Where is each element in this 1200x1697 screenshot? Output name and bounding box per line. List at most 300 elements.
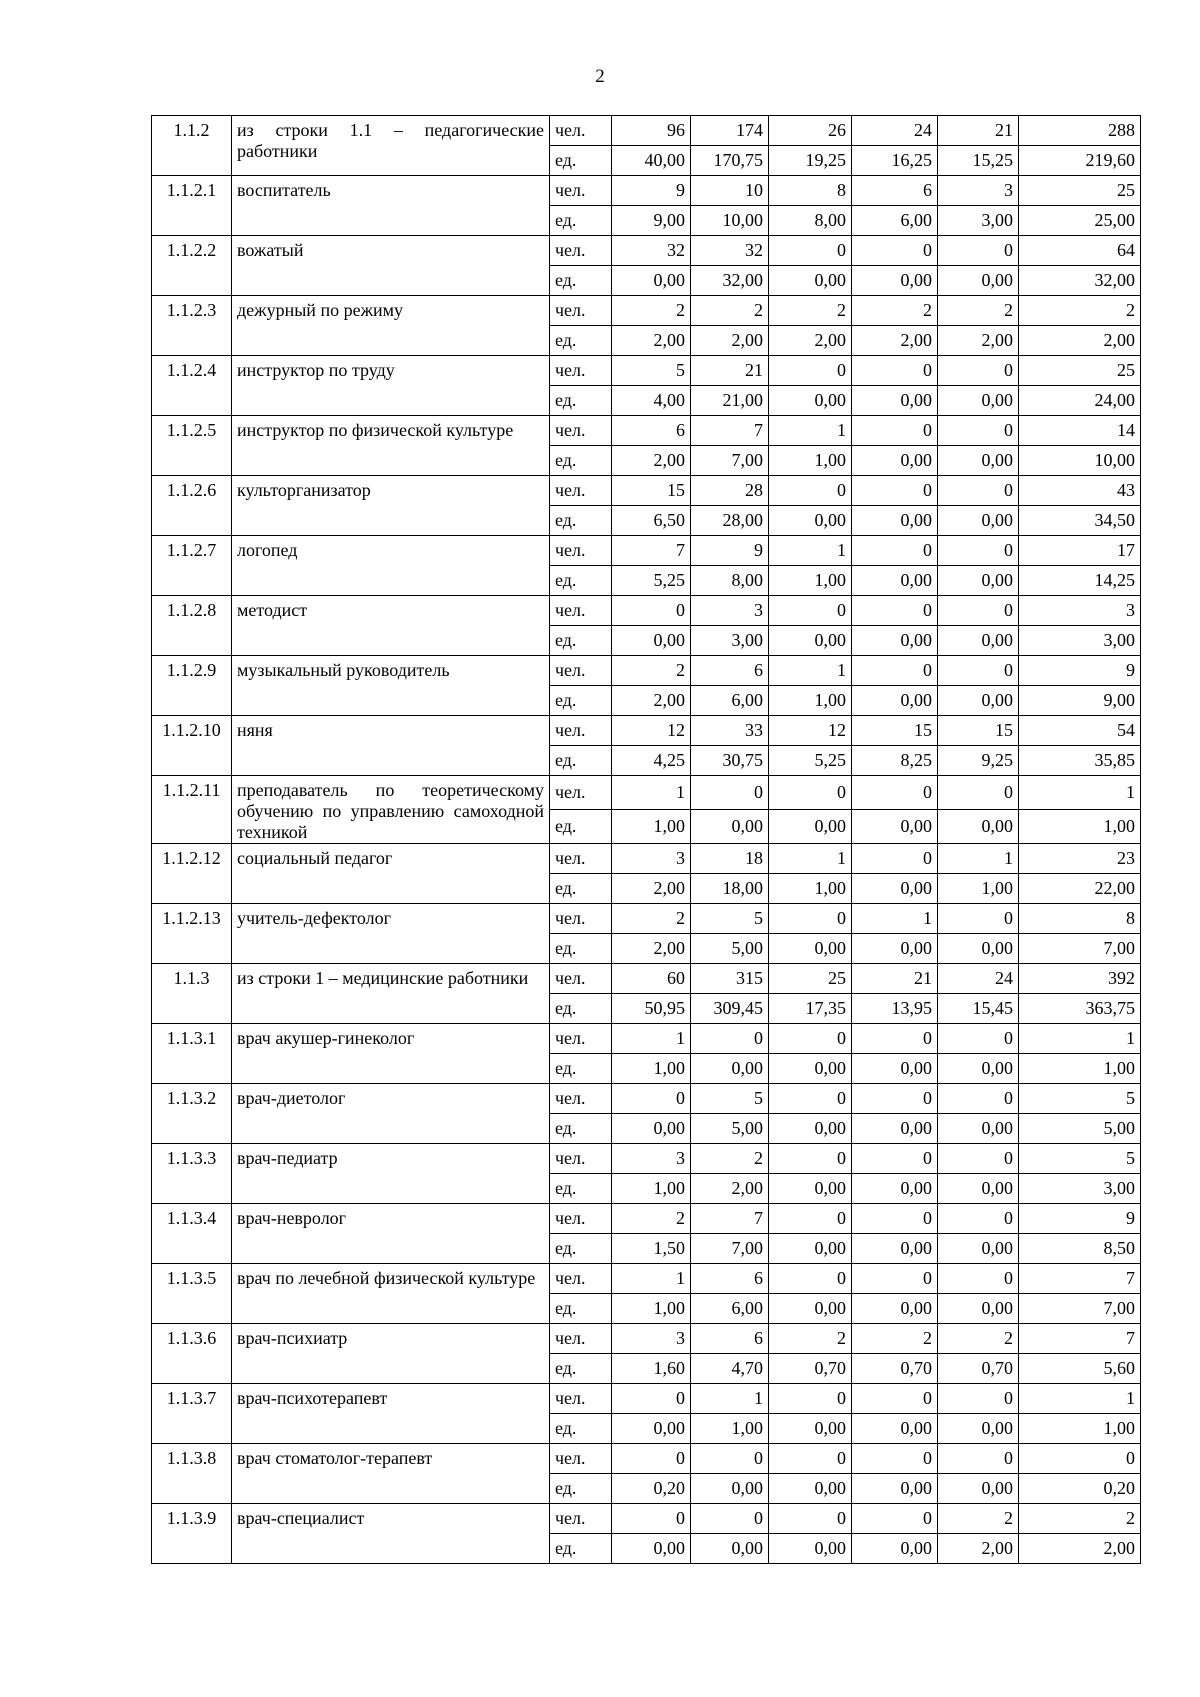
value-col-4: 0,00	[852, 1534, 938, 1564]
row-name: из строки 1.1 – педагогические работники	[232, 116, 550, 176]
unit-label-people: чел.	[550, 656, 612, 686]
value-total: 9	[1019, 1204, 1141, 1234]
unit-label-people: чел.	[550, 1024, 612, 1054]
value-col-1: 0,00	[612, 626, 691, 656]
row-name: инструктор по труду	[232, 356, 550, 416]
value-col-4: 0,00	[852, 1234, 938, 1264]
value-col-3: 0	[769, 904, 852, 934]
row-name: врач-диетолог	[232, 1084, 550, 1144]
value-col-2: 5,00	[691, 1114, 769, 1144]
unit-label-units: ед.	[550, 686, 612, 716]
unit-label-people: чел.	[550, 176, 612, 206]
table-row-people	[152, 656, 1141, 686]
row-code: 1.1.3.1	[152, 1024, 232, 1084]
value-col-3: 1	[769, 536, 852, 566]
value-col-4: 0	[852, 776, 938, 810]
row-code: 1.1.2.7	[152, 536, 232, 596]
value-col-1: 0	[612, 1444, 691, 1474]
value-col-4: 0	[852, 1024, 938, 1054]
value-col-1: 2,00	[612, 326, 691, 356]
value-col-3: 0,00	[769, 1474, 852, 1504]
value-total: 2,00	[1019, 1534, 1141, 1564]
value-col-4: 0,00	[852, 686, 938, 716]
value-col-4: 0	[852, 1384, 938, 1414]
page-number: 2	[595, 66, 605, 87]
value-col-3: 1	[769, 844, 852, 874]
value-col-5: 0	[938, 776, 1019, 810]
value-total: 10,00	[1019, 446, 1141, 476]
row-code: 1.1.3.4	[152, 1204, 232, 1264]
value-col-1: 40,00	[612, 146, 691, 176]
table-row-people	[152, 1024, 1141, 1054]
table-row-people	[152, 844, 1141, 874]
value-col-4: 0	[852, 844, 938, 874]
value-col-2: 3	[691, 596, 769, 626]
row-code: 1.1.3.5	[152, 1264, 232, 1324]
value-col-2: 21,00	[691, 386, 769, 416]
value-total: 392	[1019, 964, 1141, 994]
value-col-3: 25	[769, 964, 852, 994]
value-col-5: 0	[938, 1264, 1019, 1294]
value-col-3: 0,00	[769, 810, 852, 844]
value-col-5: 0	[938, 1384, 1019, 1414]
value-col-3: 2	[769, 1324, 852, 1354]
unit-label-units: ед.	[550, 1054, 612, 1084]
table-row-people	[152, 1504, 1141, 1534]
unit-label-units: ед.	[550, 326, 612, 356]
value-col-4: 0,00	[852, 1474, 938, 1504]
value-col-5: 2	[938, 296, 1019, 326]
value-total: 1,00	[1019, 810, 1141, 844]
unit-label-people: чел.	[550, 1504, 612, 1534]
row-code: 1.1.2.8	[152, 596, 232, 656]
value-col-2: 6	[691, 1264, 769, 1294]
value-col-4: 0	[852, 1444, 938, 1474]
value-total: 1	[1019, 1024, 1141, 1054]
value-col-4: 6,00	[852, 206, 938, 236]
value-total: 9,00	[1019, 686, 1141, 716]
value-col-4: 0,00	[852, 266, 938, 296]
value-col-4: 15	[852, 716, 938, 746]
value-col-2: 7	[691, 416, 769, 446]
value-col-1: 2	[612, 296, 691, 326]
value-col-5: 0,00	[938, 1414, 1019, 1444]
unit-label-people: чел.	[550, 1084, 612, 1114]
unit-label-units: ед.	[550, 1114, 612, 1144]
value-col-5: 0	[938, 476, 1019, 506]
value-col-1: 7	[612, 536, 691, 566]
value-total: 3,00	[1019, 626, 1141, 656]
value-col-2: 30,75	[691, 746, 769, 776]
row-name: инструктор по физической культуре	[232, 416, 550, 476]
unit-label-units: ед.	[550, 146, 612, 176]
value-col-3: 0,70	[769, 1354, 852, 1384]
value-total: 9	[1019, 656, 1141, 686]
value-total: 2,00	[1019, 326, 1141, 356]
value-total: 25	[1019, 356, 1141, 386]
value-col-4: 0,00	[852, 1174, 938, 1204]
row-code: 1.1.2.13	[152, 904, 232, 964]
value-col-2: 7,00	[691, 446, 769, 476]
value-col-1: 0	[612, 1384, 691, 1414]
value-col-2: 315	[691, 964, 769, 994]
value-col-1: 2	[612, 904, 691, 934]
value-col-3: 0	[769, 776, 852, 810]
value-col-2: 3,00	[691, 626, 769, 656]
table-row-people	[152, 1084, 1141, 1114]
row-name: музыкальный руководитель	[232, 656, 550, 716]
value-col-4: 0,00	[852, 1054, 938, 1084]
value-col-5: 15,25	[938, 146, 1019, 176]
value-total: 25	[1019, 176, 1141, 206]
value-col-4: 0,00	[852, 874, 938, 904]
value-total: 2	[1019, 296, 1141, 326]
value-col-5: 0	[938, 1084, 1019, 1114]
value-total: 1	[1019, 1384, 1141, 1414]
value-total: 54	[1019, 716, 1141, 746]
value-col-2: 174	[691, 116, 769, 146]
unit-label-units: ед.	[550, 810, 612, 844]
unit-label-people: чел.	[550, 356, 612, 386]
value-col-2: 28,00	[691, 506, 769, 536]
value-col-4: 0	[852, 1144, 938, 1174]
value-col-2: 0,00	[691, 1054, 769, 1084]
value-total: 14	[1019, 416, 1141, 446]
value-col-3: 1,00	[769, 874, 852, 904]
unit-label-people: чел.	[550, 296, 612, 326]
value-col-2: 5	[691, 904, 769, 934]
value-col-4: 0	[852, 1264, 938, 1294]
value-col-2: 10	[691, 176, 769, 206]
unit-label-units: ед.	[550, 1174, 612, 1204]
value-col-5: 0	[938, 416, 1019, 446]
table-row-people	[152, 476, 1141, 506]
value-col-3: 5,25	[769, 746, 852, 776]
value-col-1: 4,00	[612, 386, 691, 416]
value-col-4: 0,70	[852, 1354, 938, 1384]
row-code: 1.1.2.9	[152, 656, 232, 716]
value-col-5: 0,00	[938, 506, 1019, 536]
table-row-people	[152, 904, 1141, 934]
unit-label-people: чел.	[550, 904, 612, 934]
row-code: 1.1.3.6	[152, 1324, 232, 1384]
unit-label-units: ед.	[550, 386, 612, 416]
value-total: 1	[1019, 776, 1141, 810]
row-code: 1.1.2.1	[152, 176, 232, 236]
value-col-4: 2	[852, 296, 938, 326]
value-col-5: 0,00	[938, 566, 1019, 596]
value-total: 7	[1019, 1264, 1141, 1294]
value-col-4: 1	[852, 904, 938, 934]
row-name: врач-психиатр	[232, 1324, 550, 1384]
value-col-3: 1,00	[769, 446, 852, 476]
value-col-5: 2,00	[938, 1534, 1019, 1564]
value-col-2: 6,00	[691, 686, 769, 716]
unit-label-units: ед.	[550, 506, 612, 536]
table-row-people	[152, 964, 1141, 994]
value-col-2: 0	[691, 1024, 769, 1054]
value-col-2: 21	[691, 356, 769, 386]
value-col-2: 1,00	[691, 1414, 769, 1444]
value-col-3: 0,00	[769, 386, 852, 416]
value-col-4: 0	[852, 1504, 938, 1534]
unit-label-units: ед.	[550, 626, 612, 656]
table-body	[152, 116, 1141, 1564]
value-total: 64	[1019, 236, 1141, 266]
value-col-4: 13,95	[852, 994, 938, 1024]
value-col-3: 0	[769, 236, 852, 266]
unit-label-units: ед.	[550, 206, 612, 236]
value-total: 34,50	[1019, 506, 1141, 536]
value-col-3: 0	[769, 1084, 852, 1114]
row-name: социальный педагог	[232, 844, 550, 904]
value-col-5: 0	[938, 1024, 1019, 1054]
value-col-2: 0,00	[691, 1534, 769, 1564]
value-col-3: 1,00	[769, 686, 852, 716]
value-col-1: 1,60	[612, 1354, 691, 1384]
value-col-5: 0,00	[938, 1294, 1019, 1324]
value-col-1: 60	[612, 964, 691, 994]
value-col-1: 6,50	[612, 506, 691, 536]
row-name: преподаватель по теоретическому обучению по управлению самоходной техникой	[232, 776, 550, 844]
value-col-3: 0,00	[769, 1054, 852, 1084]
value-col-3: 0	[769, 1204, 852, 1234]
unit-label-people: чел.	[550, 1444, 612, 1474]
row-name: из строки 1 – медицинские работники	[232, 964, 550, 1024]
value-col-1: 3	[612, 1144, 691, 1174]
value-col-1: 1,00	[612, 1174, 691, 1204]
value-col-1: 15	[612, 476, 691, 506]
value-col-3: 1	[769, 416, 852, 446]
value-total: 8,50	[1019, 1234, 1141, 1264]
value-col-3: 0	[769, 1444, 852, 1474]
value-total: 24,00	[1019, 386, 1141, 416]
unit-label-units: ед.	[550, 566, 612, 596]
value-col-5: 0	[938, 904, 1019, 934]
row-code: 1.1.3.3	[152, 1144, 232, 1204]
value-col-2: 2,00	[691, 1174, 769, 1204]
value-col-3: 0,00	[769, 1174, 852, 1204]
value-col-1: 1	[612, 1024, 691, 1054]
value-col-2: 6	[691, 1324, 769, 1354]
value-col-1: 9	[612, 176, 691, 206]
value-col-1: 32	[612, 236, 691, 266]
value-col-1: 0	[612, 1504, 691, 1534]
value-col-1: 9,00	[612, 206, 691, 236]
row-name: врач-специалист	[232, 1504, 550, 1564]
value-col-2: 32	[691, 236, 769, 266]
table-row-people	[152, 1204, 1141, 1234]
value-col-1: 1,00	[612, 810, 691, 844]
unit-label-people: чел.	[550, 844, 612, 874]
value-col-4: 0	[852, 1204, 938, 1234]
value-col-1: 50,95	[612, 994, 691, 1024]
unit-label-people: чел.	[550, 964, 612, 994]
value-col-3: 0,00	[769, 1294, 852, 1324]
value-col-3: 2,00	[769, 326, 852, 356]
value-total: 3,00	[1019, 1174, 1141, 1204]
value-col-4: 2	[852, 1324, 938, 1354]
value-total: 0	[1019, 1444, 1141, 1474]
unit-label-units: ед.	[550, 934, 612, 964]
value-col-5: 0,00	[938, 1234, 1019, 1264]
value-col-4: 0,00	[852, 1114, 938, 1144]
value-col-1: 2,00	[612, 686, 691, 716]
value-col-4: 0,00	[852, 626, 938, 656]
unit-label-units: ед.	[550, 874, 612, 904]
unit-label-people: чел.	[550, 1384, 612, 1414]
value-col-2: 2	[691, 296, 769, 326]
value-col-4: 8,25	[852, 746, 938, 776]
value-total: 288	[1019, 116, 1141, 146]
value-col-4: 0	[852, 1084, 938, 1114]
value-total: 5,60	[1019, 1354, 1141, 1384]
value-col-2: 7,00	[691, 1234, 769, 1264]
unit-label-people: чел.	[550, 416, 612, 446]
value-col-3: 0,00	[769, 1114, 852, 1144]
value-col-2: 170,75	[691, 146, 769, 176]
table-row-people	[152, 1144, 1141, 1174]
row-name: учитель-дефектолог	[232, 904, 550, 964]
value-col-2: 7	[691, 1204, 769, 1234]
value-col-2: 2	[691, 1144, 769, 1174]
value-col-5: 0,00	[938, 1054, 1019, 1084]
table-row-people	[152, 416, 1141, 446]
value-col-3: 0,00	[769, 1534, 852, 1564]
value-col-5: 9,25	[938, 746, 1019, 776]
unit-label-units: ед.	[550, 746, 612, 776]
unit-label-people: чел.	[550, 1324, 612, 1354]
table-row-people	[152, 1444, 1141, 1474]
value-total: 0,20	[1019, 1474, 1141, 1504]
value-total: 363,75	[1019, 994, 1141, 1024]
unit-label-people: чел.	[550, 1264, 612, 1294]
row-name: няня	[232, 716, 550, 776]
row-code: 1.1.3.7	[152, 1384, 232, 1444]
value-col-2: 8,00	[691, 566, 769, 596]
value-col-4: 16,25	[852, 146, 938, 176]
value-col-4: 0	[852, 416, 938, 446]
unit-label-people: чел.	[550, 476, 612, 506]
value-col-3: 8,00	[769, 206, 852, 236]
value-col-4: 2,00	[852, 326, 938, 356]
unit-label-units: ед.	[550, 994, 612, 1024]
row-code: 1.1.3.9	[152, 1504, 232, 1564]
value-col-1: 1,00	[612, 1054, 691, 1084]
value-col-3: 0,00	[769, 1234, 852, 1264]
unit-label-people: чел.	[550, 1144, 612, 1174]
value-col-1: 0,00	[612, 1414, 691, 1444]
value-col-3: 0,00	[769, 934, 852, 964]
value-col-2: 0	[691, 776, 769, 810]
value-col-2: 10,00	[691, 206, 769, 236]
value-col-2: 9	[691, 536, 769, 566]
value-col-2: 4,70	[691, 1354, 769, 1384]
table-row-people	[152, 596, 1141, 626]
unit-label-people: чел.	[550, 116, 612, 146]
value-col-5: 2,00	[938, 326, 1019, 356]
row-code: 1.1.2.12	[152, 844, 232, 904]
value-col-4: 0,00	[852, 506, 938, 536]
value-col-4: 0	[852, 236, 938, 266]
value-col-4: 0	[852, 476, 938, 506]
table-row-people	[152, 1324, 1141, 1354]
value-col-1: 96	[612, 116, 691, 146]
unit-label-people: чел.	[550, 596, 612, 626]
value-col-5: 2	[938, 1324, 1019, 1354]
value-col-4: 0	[852, 536, 938, 566]
value-col-3: 0	[769, 1384, 852, 1414]
value-col-1: 12	[612, 716, 691, 746]
value-col-5: 0	[938, 236, 1019, 266]
row-name: врач по лечебной физической культуре	[232, 1264, 550, 1324]
row-name: воспитатель	[232, 176, 550, 236]
value-col-2: 32,00	[691, 266, 769, 296]
value-total: 7,00	[1019, 1294, 1141, 1324]
value-col-1: 1,50	[612, 1234, 691, 1264]
value-col-5: 0,00	[938, 266, 1019, 296]
value-total: 5	[1019, 1084, 1141, 1114]
unit-label-people: чел.	[550, 776, 612, 810]
value-col-2: 6	[691, 656, 769, 686]
value-col-1: 0,00	[612, 266, 691, 296]
table-row-people	[152, 116, 1141, 146]
value-total: 25,00	[1019, 206, 1141, 236]
unit-label-units: ед.	[550, 266, 612, 296]
value-total: 219,60	[1019, 146, 1141, 176]
row-name: методист	[232, 596, 550, 656]
value-col-4: 6	[852, 176, 938, 206]
value-col-5: 0,00	[938, 626, 1019, 656]
value-col-5: 1	[938, 844, 1019, 874]
unit-label-units: ед.	[550, 446, 612, 476]
value-total: 43	[1019, 476, 1141, 506]
value-col-1: 1,00	[612, 1294, 691, 1324]
value-col-4: 0	[852, 356, 938, 386]
table-row-people	[152, 356, 1141, 386]
table-row-people	[152, 536, 1141, 566]
value-col-2: 28	[691, 476, 769, 506]
value-col-5: 0	[938, 656, 1019, 686]
value-col-1: 0	[612, 1084, 691, 1114]
value-col-5: 0	[938, 1144, 1019, 1174]
value-col-5: 0	[938, 356, 1019, 386]
unit-label-people: чел.	[550, 236, 612, 266]
value-total: 2	[1019, 1504, 1141, 1534]
value-col-5: 0,00	[938, 1114, 1019, 1144]
value-col-1: 0,00	[612, 1114, 691, 1144]
row-name: врач-психотерапевт	[232, 1384, 550, 1444]
row-code: 1.1.3.8	[152, 1444, 232, 1504]
value-col-3: 1	[769, 656, 852, 686]
row-code: 1.1.3.2	[152, 1084, 232, 1144]
table-row-people	[152, 776, 1141, 810]
value-col-5: 15	[938, 716, 1019, 746]
value-col-5: 3	[938, 176, 1019, 206]
value-col-3: 2	[769, 296, 852, 326]
value-col-2: 33	[691, 716, 769, 746]
value-total: 5,00	[1019, 1114, 1141, 1144]
value-total: 7,00	[1019, 934, 1141, 964]
value-col-3: 0,00	[769, 266, 852, 296]
table-row-people	[152, 296, 1141, 326]
value-col-1: 1	[612, 776, 691, 810]
unit-label-units: ед.	[550, 1474, 612, 1504]
table-row-people	[152, 236, 1141, 266]
value-col-1: 2	[612, 656, 691, 686]
value-col-5: 0,00	[938, 1174, 1019, 1204]
value-col-2: 0	[691, 1504, 769, 1534]
